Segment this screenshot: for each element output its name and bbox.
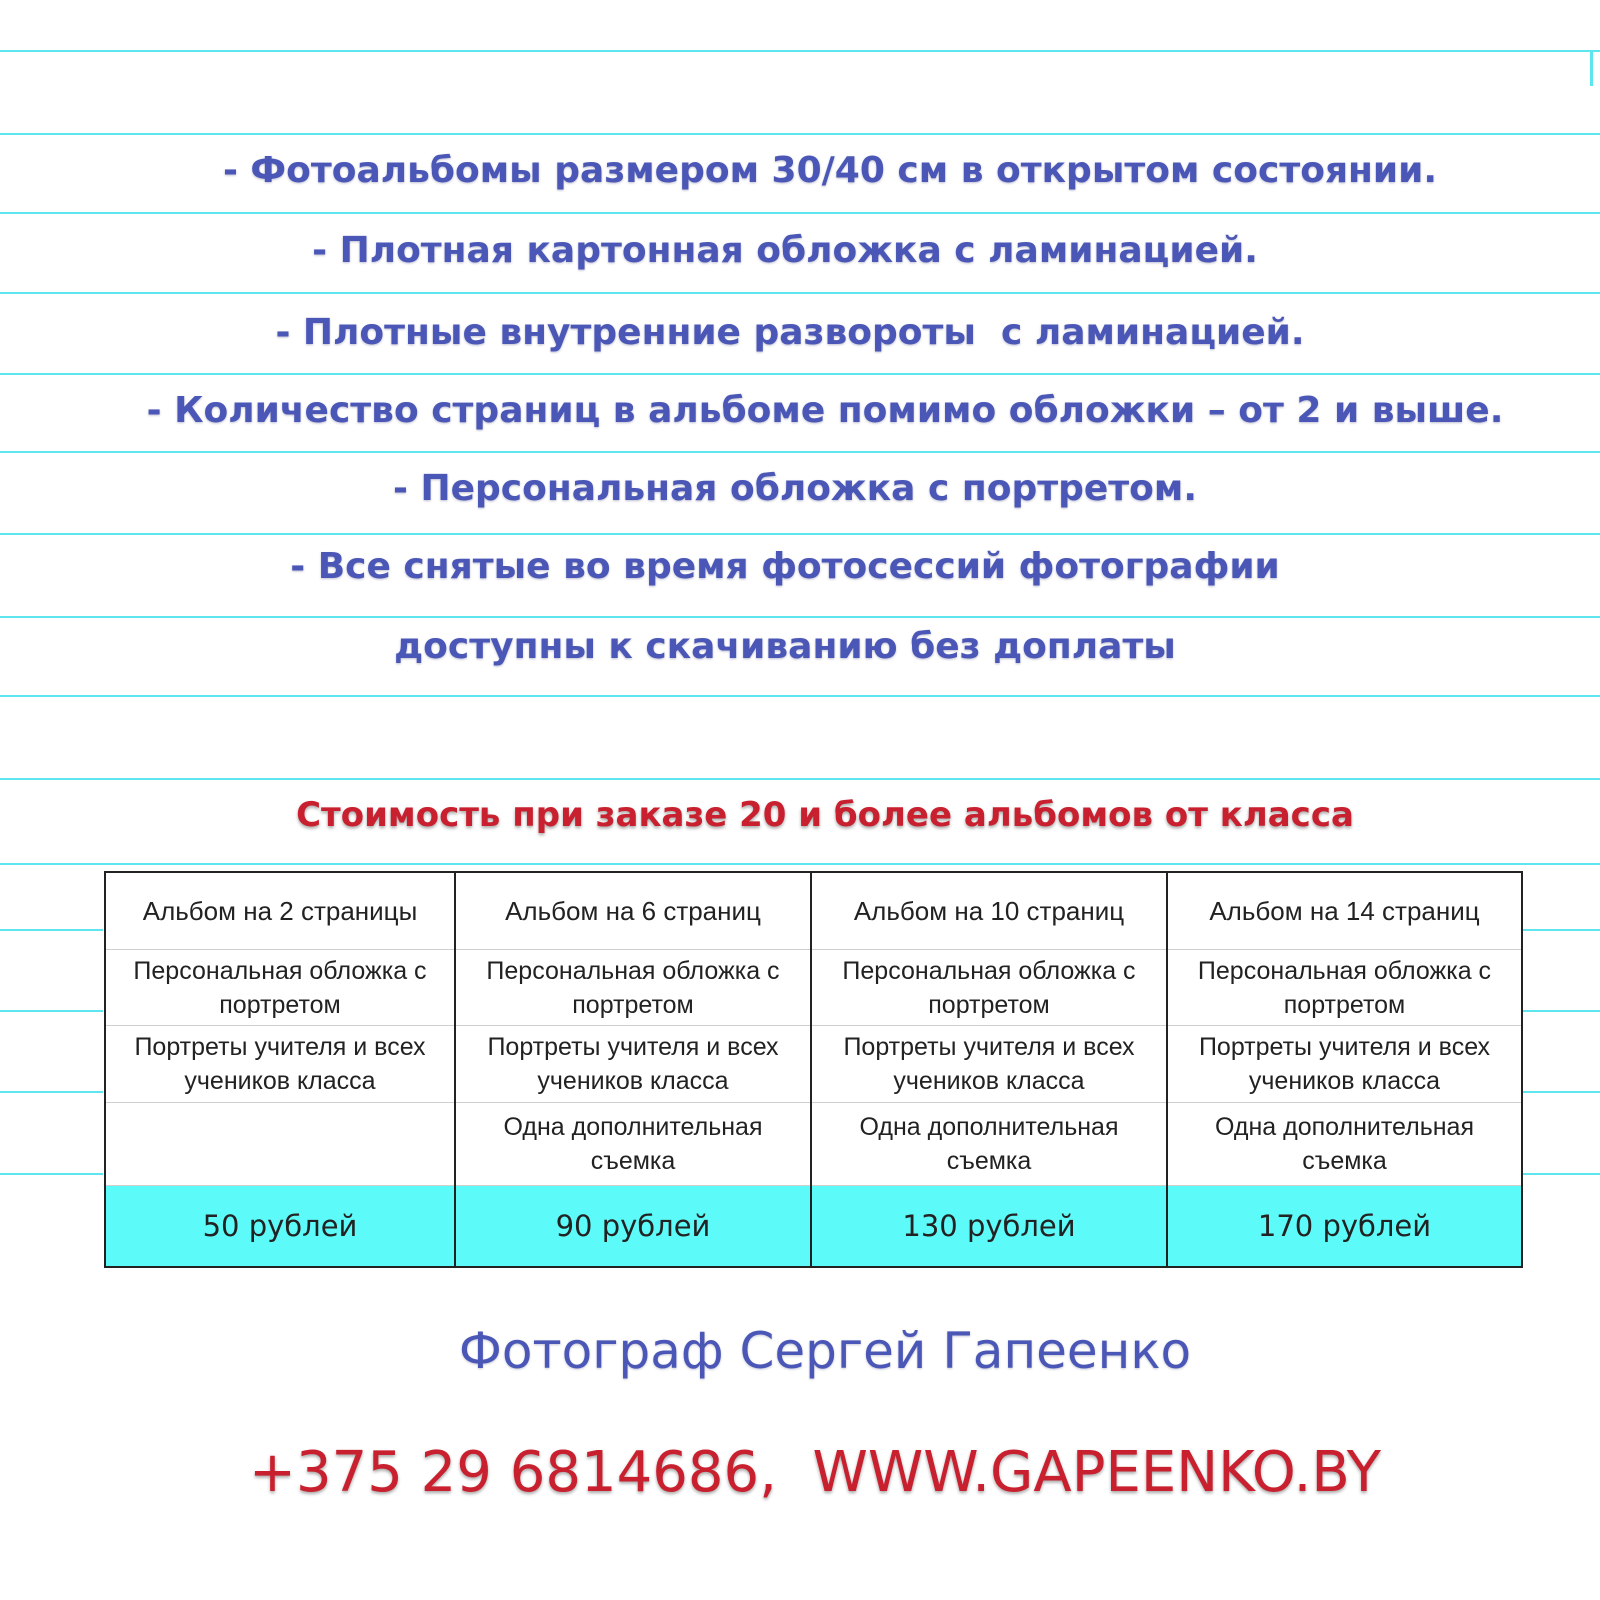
feature-spreads: - Плотные внутренние развороты с ламинацией.	[275, 312, 1305, 353]
cover-cell: Персональная обложка с портретом	[105, 950, 455, 1026]
portraits-cell: Портреты учителя и всех учеников класса	[1167, 1026, 1522, 1103]
ruled-line	[0, 373, 1600, 375]
ruled-line	[0, 451, 1600, 453]
photographer-name: Фотограф Сергей Гапеенко	[458, 1322, 1192, 1380]
pricing-title: Стоимость при заказе 20 и более альбомов от класса	[296, 795, 1354, 835]
extra-shoot-cell: Одна дополнительная съемка	[455, 1103, 811, 1186]
extra-shoot-cell	[105, 1103, 455, 1186]
album-name-cell: Альбом на 10 страниц	[811, 872, 1167, 950]
portraits-cell: Портреты учителя и всех учеников класса	[455, 1026, 811, 1103]
pricing-table	[104, 871, 1523, 1268]
table-row	[105, 950, 1522, 1026]
feature-download: доступны к скачиванию без доплаты	[394, 626, 1176, 667]
ruled-line	[0, 695, 1600, 697]
album-name-cell: Альбом на 6 страниц	[455, 872, 811, 950]
ruled-line	[0, 292, 1600, 294]
ruled-line	[1521, 1173, 1600, 1175]
ruled-line	[0, 1091, 103, 1093]
ruled-line	[0, 616, 1600, 618]
ruled-line	[0, 778, 1600, 780]
cover-cell: Персональная обложка с портретом	[455, 950, 811, 1026]
table-row	[105, 1103, 1522, 1186]
extra-shoot-cell: Одна дополнительная съемка	[1167, 1103, 1522, 1186]
album-name-cell: Альбом на 14 страниц	[1167, 872, 1522, 950]
ruled-line	[1521, 1010, 1600, 1012]
extra-shoot-cell: Одна дополнительная съемка	[811, 1103, 1167, 1186]
ruled-line	[0, 50, 1600, 52]
feature-photos: - Все снятые во время фотосессий фотографии	[290, 546, 1280, 587]
ruled-line	[0, 929, 103, 931]
ruled-line	[0, 1173, 103, 1175]
price-cell: 90 рублей	[455, 1186, 811, 1268]
ruled-line	[0, 533, 1600, 535]
price-cell: 50 рублей	[105, 1186, 455, 1268]
ruled-line	[0, 863, 1600, 865]
portraits-cell: Портреты учителя и всех учеников класса	[811, 1026, 1167, 1103]
feature-size: - Фотоальбомы размером 30/40 см в открытом состоянии.	[222, 150, 1438, 191]
ruled-line	[1521, 1091, 1600, 1093]
portraits-cell: Портреты учителя и всех учеников класса	[105, 1026, 455, 1103]
price-cell: 170 рублей	[1167, 1186, 1522, 1268]
feature-personal-cover: - Персональная обложка с портретом.	[392, 468, 1198, 509]
cover-cell: Персональная обложка с портретом	[811, 950, 1167, 1026]
contact-line: +375 29 6814686, WWW.GAPEENKO.BY	[249, 1440, 1381, 1505]
ruled-line	[1521, 929, 1600, 931]
album-name-cell: Альбом на 2 страницы	[105, 872, 455, 950]
cover-cell: Персональная обложка с портретом	[1167, 950, 1522, 1026]
ruled-line	[0, 133, 1600, 135]
ruled-line	[0, 1010, 103, 1012]
edge-mark	[1590, 50, 1593, 86]
ruled-line	[0, 212, 1600, 214]
price-row	[105, 1186, 1522, 1268]
price-cell: 130 рублей	[811, 1186, 1167, 1268]
feature-pages: - Количество страниц в альбоме помимо обложки – от 2 и выше.	[146, 390, 1504, 431]
table-row	[105, 872, 1522, 950]
table-row	[105, 1026, 1522, 1103]
feature-cover: - Плотная картонная обложка с ламинацией.	[312, 230, 1258, 271]
